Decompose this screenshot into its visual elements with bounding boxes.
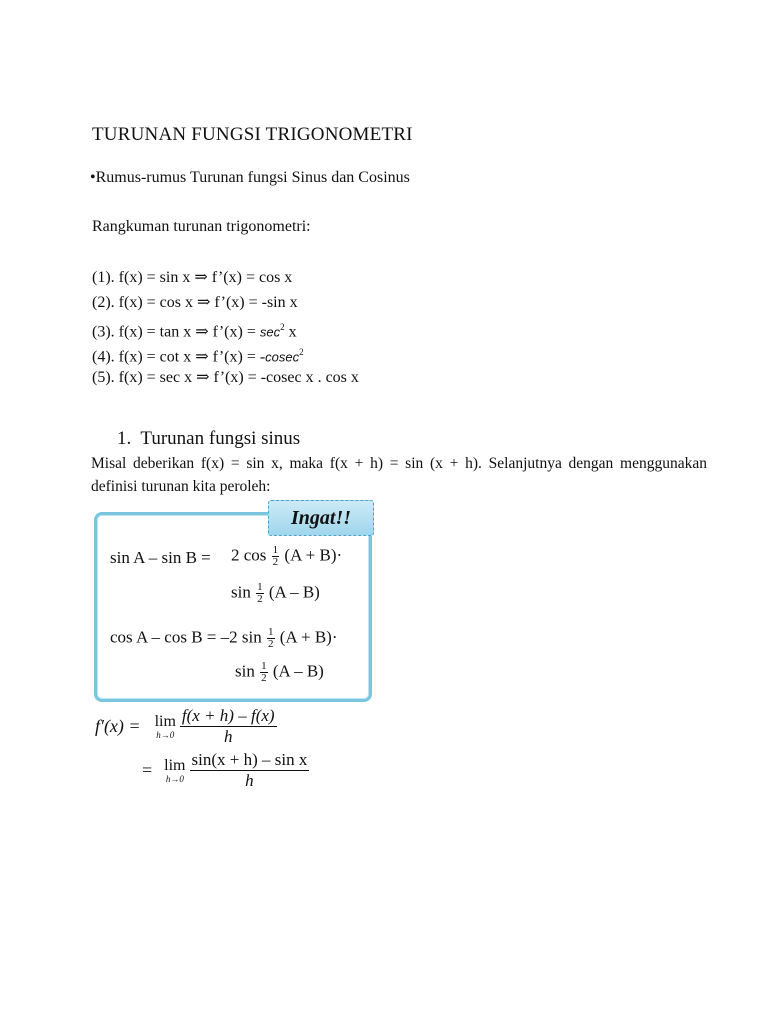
section-number: 1. [117,428,132,449]
bullet-subtitle: •Rumus-rumus Turunan fungsi Sinus dan Cosinus [90,169,410,186]
intro-paragraph: Misal deberikan f(x) = sin x, maka f(x + h) = sin (x + h). Selanjutnya dengan menggunakan definisi turunan kita peroleh: [91,455,707,495]
limit-operator: lim h→0 [154,712,176,740]
reminder-box [94,512,372,702]
ingat-badge: Ingat!! [268,500,374,536]
half-fraction: $\frac{1}{2}$ [257,581,263,605]
half-fraction: $\frac{1}{2}$ [268,626,274,650]
page-title: TURUNAN FUNGSI TRIGONOMETRI [92,124,413,145]
formula-item: (3). f(x) = tan x ⇒ f’(x) = $\sec^2 x$ [92,322,297,341]
formula-item: (5). f(x) = sec x ⇒ f’(x) = -cosec x . cos x [92,369,359,386]
summary-heading: Rangkuman turunan trigonometri: [92,218,311,235]
sine-difference-quotient: $\frac{\text{sin(x + h) – sin x}}{h}$ [191,750,308,790]
section-title: Turunan fungsi sinus [140,428,301,449]
limit-operator: lim h→0 [164,756,186,784]
half-fraction: $\frac{1}{2}$ [272,544,279,568]
half-fraction: $\frac{1}{2}$ [261,660,267,684]
identity-cos-line1: cos A – cos B = –2 sin $\frac{1}{2}$ (A + B)· [110,626,338,650]
identity-sin-line1: sin A – sin B = [110,548,211,567]
formula-list [92,265,359,390]
identity-cos-line2: sin $\frac{1}{2}$ (A – B) [235,660,324,684]
identity-sin-line2: sin $\frac{1}{2}$ (A – B) [231,581,320,605]
identity-sin-line1-rhs: 2 cos $\frac{1}{2}$ (A + B)· [231,544,343,568]
formula-item: (2). f(x) = cos x ⇒ f’(x) = -sin x [92,294,298,311]
derivation-line2: = lim h→0 $\frac{\text{sin(x + h) – sin x}}{h}$ [142,750,308,790]
formula-item: (1). f(x) = sin x ⇒ f’(x) = cos x [92,269,293,286]
formula-item: (4). f(x) = cot x ⇒ f’(x) = -cosec$^2$ [92,347,304,366]
derivation-line1: f′(x) = lim h→0 $\frac{f(x + h) - f(x)}{h}$ [95,706,275,746]
difference-quotient: $\frac{f(x + h) - f(x)}{h}$ [181,706,275,746]
section-heading [117,428,300,450]
